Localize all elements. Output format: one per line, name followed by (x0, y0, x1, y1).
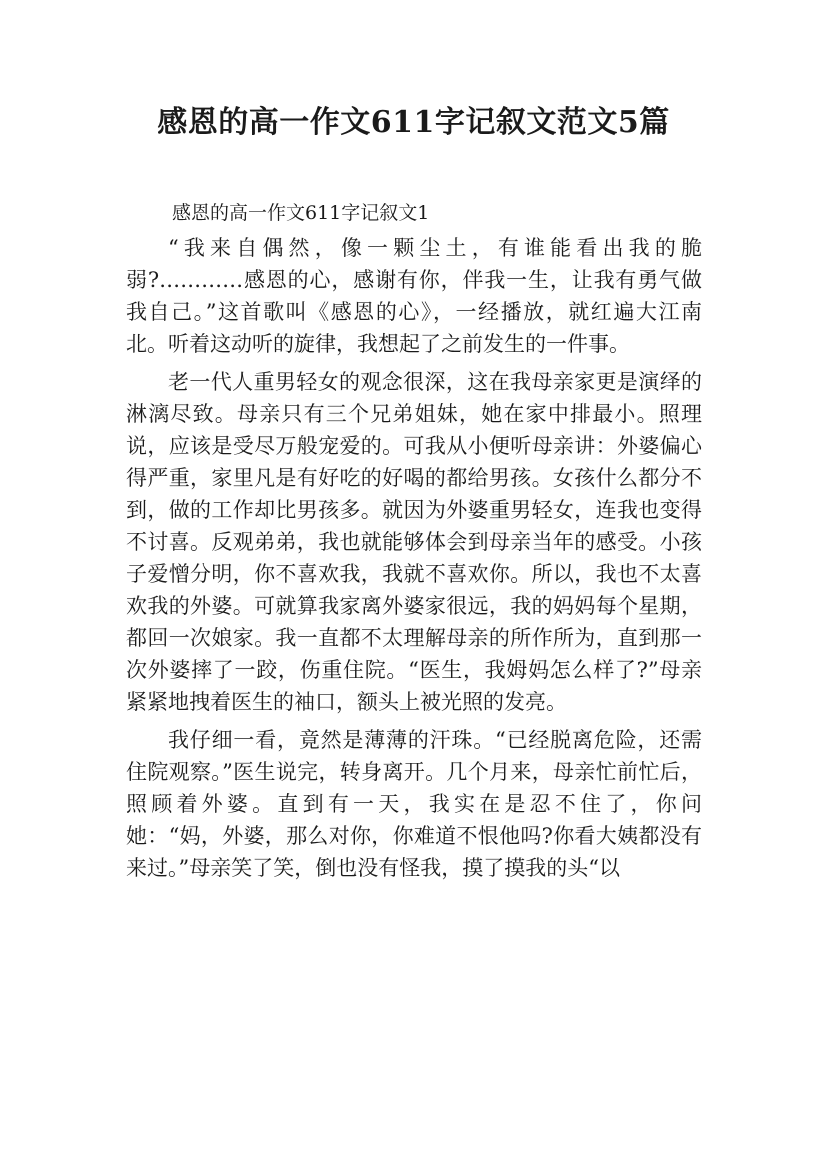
article-body (126, 232, 702, 890)
paragraph-2: 老一代人重男轻女的观念很深，这在我母亲家更是演绎的淋漓尽致。母亲只有三个兄弟姐妹，她在家中排最小。照理说，应该是受尽万般宠爱的。可我从小便听母亲讲：外婆偏心得严重，家里凡是有好吃的好喝的都给男孩。女孩什么都分不到，做的工作却比男孩多。就因为外婆重男轻女，连我也变得不讨喜。反观弟弟，我也就能够体会到母亲当年的感受。小孩子爱憎分明，你不喜欢我，我就不喜欢你。所以，我也不太喜欢我的外婆。可就算我家离外婆家很远，我的妈妈每个星期，都回一次娘家。我一直都不太理解母亲的所作所为，直到那一次外婆摔了一跤，伤重住院。“医生，我姆妈怎么样了?”母亲紧紧地拽着医生的袖口，额头上被光照的发亮。 (126, 370, 702, 714)
paragraph-3: 我仔细一看，竟然是薄薄的汗珠。“已经脱离危险，还需住院观察。”医生说完，转身离开。几个月来，母亲忙前忙后，照顾着外婆。直到有一天，我实在是忍不住了，你问她：“妈，外婆，那么对你，你难道不恨他吗?你看大姨都没有来过。”母亲笑了笑，倒也没有怪我，摸了摸我的头“以 (126, 728, 702, 880)
paragraph-1: “我来自偶然，像一颗尘土，有谁能看出我的脆弱?…………感恩的心，感谢有你，伴我一生，让我有勇气做我自己。”这首歌叫《感恩的心》，一经播放，就红遍大江南北。听着这动听的旋律，我想起了之前发生的一件事。 (126, 236, 702, 356)
document-title: 感恩的高一作文611字记叙文范文5篇 (157, 105, 670, 140)
section-heading: 感恩的高一作文611字记叙文1 (172, 202, 430, 224)
